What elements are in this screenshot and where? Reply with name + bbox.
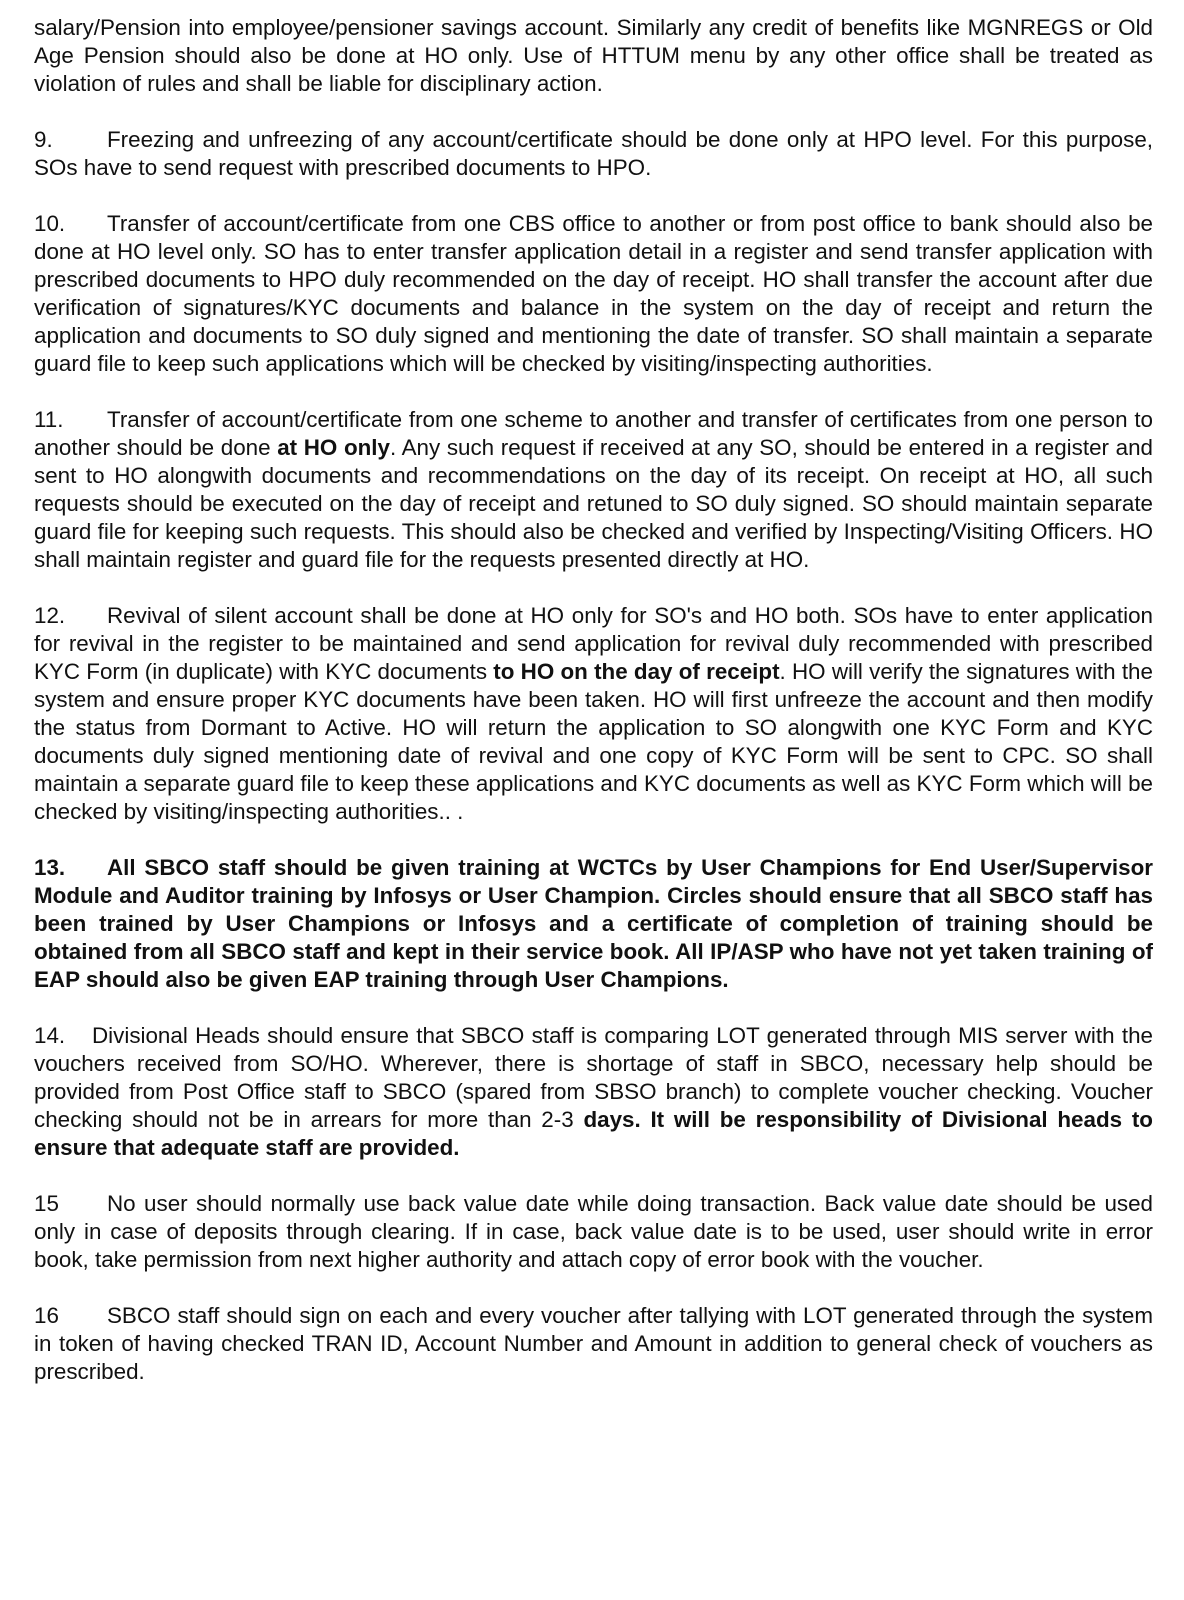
paragraph-number: 12. [34, 603, 66, 628]
paragraph-number: 9. [34, 127, 53, 152]
paragraph-number: 10. [34, 211, 66, 236]
paragraph-text: Transfer of account/certificate from one scheme to another and transfer of certificates from one person to another should be done [34, 407, 1153, 460]
paragraph-13 [34, 854, 1153, 994]
paragraph-12 [34, 602, 1153, 826]
paragraph-14 [34, 1022, 1153, 1162]
paragraph-emphasis: days. It will be responsibility of Divisional heads to ensure that adequate staff are provided. [34, 1107, 1153, 1160]
paragraph-text: Freezing and unfreezing of any account/certificate should be done only at HPO level. For this purpose, SOs have to send request with prescribed documents to HPO. [34, 127, 1153, 180]
paragraph-emphasis: to HO on the day of receipt [493, 659, 780, 684]
paragraph-8-continuation [34, 14, 1153, 98]
paragraph-number: 13. [34, 855, 66, 880]
paragraph-text: . Any such request if received at any SO, should be entered in a register and sent to HO alongwith documents and recommendations on the day of its receipt. On receipt at HO, all such requests should be executed on the day of receipt and retuned to SO duly signed. SO should maintain separate guard file for keeping such requests. This should also be checked and verified by Inspecting/Visiting Officers. HO shall maintain register and guard file for the requests presented directly at HO. [34, 435, 1153, 572]
paragraph-text: Divisional Heads should ensure that SBCO staff is comparing LOT generated through MIS server with the vouchers received from SO/HO. Wherever, there is shortage of staff in SBCO, necessary help should be provided from Post Office staff to SBCO (spared from SBSO branch) to complete voucher checking. Voucher checking should not be in arrears for more than 2-3 [34, 1023, 1153, 1132]
paragraph-9 [34, 126, 1153, 182]
paragraph-15 [34, 1190, 1153, 1274]
paragraph-text: All SBCO staff should be given training at WCTCs by User Champions for End User/Supervisor Module and Auditor training by Infosys or User Champion. Circles should ensure that all SBCO staff has been trained by User Champions or Infosys and a certificate of completion of training should be obtained from all SBCO staff and kept in their service book. All IP/ASP who have not yet taken training of EAP should also be given EAP training through User Champions. [34, 855, 1153, 992]
paragraph-11 [34, 406, 1153, 574]
paragraph-emphasis: at HO only [277, 435, 390, 460]
paragraph-text: SBCO staff should sign on each and every voucher after tallying with LOT generated through the system in token of having checked TRAN ID, Account Number and Amount in addition to general check of vouchers as prescribed. [34, 1303, 1153, 1384]
paragraph-10 [34, 210, 1153, 378]
paragraph-text: Transfer of account/certificate from one CBS office to another or from post office to bank should also be done at HO level only. SO has to enter transfer application detail in a register and send transfer application with prescribed documents to HPO duly recommended on the day of receipt. HO shall transfer the account after due verification of signatures/KYC documents and balance in the system on the day of receipt and return the application and documents to SO duly signed and mentioning the date of transfer. SO shall maintain a separate guard file to keep such applications which will be checked by visiting/inspecting authorities. [34, 211, 1153, 376]
paragraph-number: 16 [34, 1303, 59, 1328]
paragraph-number: 15 [34, 1191, 59, 1216]
document-page [34, 14, 1153, 1414]
paragraph-text: . HO will verify the signatures with the system and ensure proper KYC documents have been taken. HO will first unfreeze the account and then modify the status from Dormant to Active. HO will return the application to SO alongwith one KYC Form and KYC documents duly signed mentioning date of revival and one copy of KYC Form will be sent to CPC. SO shall maintain a separate guard file to keep these applications and KYC documents as well as KYC Form which will be checked by visiting/inspecting authorities.. . [34, 659, 1153, 824]
paragraph-number: 11. [34, 407, 64, 432]
paragraph-text: Revival of silent account shall be done at HO only for SO's and HO both. SOs have to enter application for revival in the register to be maintained and send application for revival duly recommended with prescribed KYC Form (in duplicate) with KYC documents [34, 603, 1153, 684]
paragraph-16 [34, 1302, 1153, 1386]
paragraph-number: 14. [34, 1023, 66, 1048]
paragraph-text: salary/Pension into employee/pensioner savings account. Similarly any credit of benefits like MGNREGS or Old Age Pension should also be done at HO only. Use of HTTUM menu by any other office shall be treated as violation of rules and shall be liable for disciplinary action. [34, 15, 1153, 96]
paragraph-text: No user should normally use back value date while doing transaction. Back value date should be used only in case of deposits through clearing. If in case, back value date is to be used, user should write in error book, take permission from next higher authority and attach copy of error book with the voucher. [34, 1191, 1153, 1272]
